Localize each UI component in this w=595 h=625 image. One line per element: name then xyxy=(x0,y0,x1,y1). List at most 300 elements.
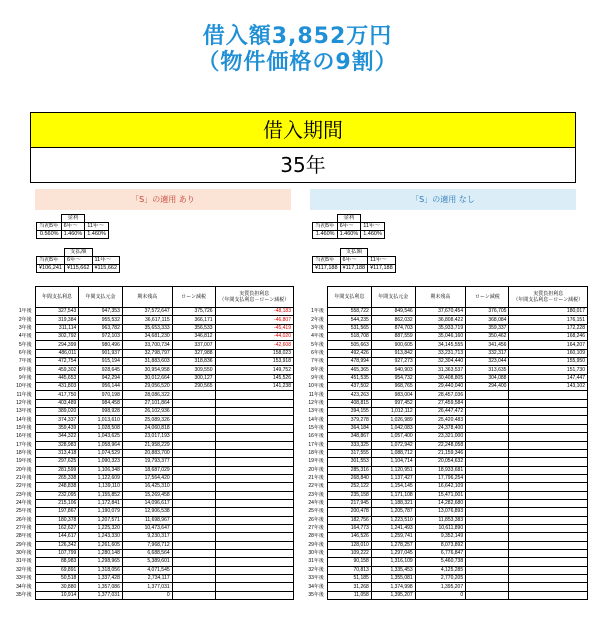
table-cell xyxy=(215,449,293,457)
table-cell xyxy=(509,424,588,432)
pay-col: 6年～ xyxy=(64,257,92,265)
table-cell: 10,473,647 xyxy=(122,524,172,532)
table-cell: 88,983 xyxy=(35,558,79,566)
table-cell: 1,298,965 xyxy=(79,558,123,566)
pay-val: ¥117,188 xyxy=(368,265,396,273)
table-row xyxy=(298,416,588,424)
table-cell: 19,793,377 xyxy=(122,458,172,466)
table-cell: 0 xyxy=(122,591,172,599)
table-cell: 9,352,149 xyxy=(415,533,465,541)
table-cell: 294,400 xyxy=(466,383,509,391)
year-label: 32年後 xyxy=(16,566,32,573)
pay-col: 11年～ xyxy=(368,257,396,265)
table-row xyxy=(6,341,294,349)
table-cell xyxy=(509,583,588,591)
table-row xyxy=(6,541,294,549)
table-row xyxy=(298,466,588,474)
table-cell xyxy=(509,474,588,482)
table-row xyxy=(6,308,294,316)
table-cell xyxy=(466,541,509,549)
table-cell: 997,452 xyxy=(371,399,415,407)
table-cell: 947,353 xyxy=(79,308,123,316)
year-label: 20年後 xyxy=(16,466,32,473)
table-cell xyxy=(466,399,509,407)
table-cell: 531,565 xyxy=(327,324,371,332)
table-row xyxy=(6,358,294,366)
table-cell: -48,183 xyxy=(215,308,293,316)
table-cell xyxy=(466,499,509,507)
table-cell: 1,374,998 xyxy=(371,583,415,591)
table-cell: 341,456 xyxy=(466,341,509,349)
table-cell xyxy=(466,549,509,557)
table-cell xyxy=(466,558,509,566)
year-label: 2年後 xyxy=(311,316,324,323)
table-row xyxy=(6,524,294,532)
pay-col: 6年～ xyxy=(340,257,368,265)
rate-val: 1.460% xyxy=(85,231,109,239)
year-label: 33年後 xyxy=(308,575,324,582)
table-row xyxy=(298,583,588,591)
table-cell: 317,555 xyxy=(327,449,371,457)
table-cell: 1,172,841 xyxy=(79,499,123,507)
table-cell: 1,278,257 xyxy=(371,541,415,549)
table-cell: 423,263 xyxy=(327,391,371,399)
year-label: 26年後 xyxy=(16,516,32,523)
table-cell xyxy=(215,458,293,466)
table-row xyxy=(6,416,294,424)
table-cell: 327,543 xyxy=(35,308,79,316)
title-line-2: （物件価格の9割） xyxy=(197,50,398,75)
table-cell: 408,815 xyxy=(327,399,371,407)
year-label: 8年後 xyxy=(18,366,32,373)
table-cell: 200,478 xyxy=(327,508,371,516)
table-cell: 15,471,001 xyxy=(415,491,465,499)
table-cell: 544,235 xyxy=(327,316,371,324)
table-cell xyxy=(466,449,509,457)
table-cell: 151,730 xyxy=(509,366,588,374)
table-cell xyxy=(509,466,588,474)
year-label: 9年後 xyxy=(311,374,324,381)
table-cell xyxy=(466,566,509,574)
table-cell xyxy=(509,483,588,491)
table-cell: 915,194 xyxy=(79,358,123,366)
table-cell: 33,231,713 xyxy=(415,349,465,357)
year-label: 22年後 xyxy=(16,483,32,490)
table-row xyxy=(298,549,588,557)
table-cell: 180,017 xyxy=(509,308,588,316)
table-cell: 1,057,400 xyxy=(371,433,415,441)
table-cell: 4,125,285 xyxy=(415,566,465,574)
table-row xyxy=(298,458,588,466)
table-cell: 162,627 xyxy=(35,524,79,532)
table-row xyxy=(6,474,294,482)
table-cell: 128,010 xyxy=(327,541,371,549)
period-value: 35年 xyxy=(30,147,576,183)
table-cell xyxy=(509,566,588,574)
table-cell: 7,968,712 xyxy=(122,541,172,549)
table-cell xyxy=(466,491,509,499)
case-a-header: 「S」の適用 あり xyxy=(35,189,291,210)
table-header-row xyxy=(6,287,294,308)
table-cell xyxy=(172,591,215,599)
table-cell: 164,207 xyxy=(509,341,588,349)
table-cell: 364,184 xyxy=(327,424,371,432)
table-cell: 34,145,555 xyxy=(415,341,465,349)
table-cell: 1,154,145 xyxy=(371,483,415,491)
table-cell: -45,419 xyxy=(215,324,293,332)
table-cell xyxy=(509,591,588,599)
case-b-header: 「S」の適用 なし xyxy=(310,189,576,210)
table-cell: 942,294 xyxy=(79,374,123,382)
table-cell: 927,273 xyxy=(371,358,415,366)
table-cell xyxy=(215,433,293,441)
table-cell: 1,241,493 xyxy=(371,524,415,532)
table-cell: 984,458 xyxy=(79,399,123,407)
table-cell: 11,853,383 xyxy=(415,516,465,524)
table-cell xyxy=(172,516,215,524)
year-label: 34年後 xyxy=(16,583,32,590)
table-cell: 403,489 xyxy=(35,399,79,407)
table-cell xyxy=(172,458,215,466)
table-cell: 348,867 xyxy=(327,433,371,441)
table-cell: 1,190,079 xyxy=(79,508,123,516)
table-cell: -46,807 xyxy=(215,316,293,324)
year-label: 28年後 xyxy=(308,533,324,540)
table-cell: 940,903 xyxy=(371,366,415,374)
table-cell: 478,994 xyxy=(327,358,371,366)
table-cell: 180,378 xyxy=(35,516,79,524)
table-cell: 1,395,207 xyxy=(415,583,465,591)
table-cell: 215,106 xyxy=(35,499,79,507)
table-row xyxy=(298,391,588,399)
year-label: 16年後 xyxy=(308,433,324,440)
year-label: 1年後 xyxy=(311,308,324,315)
table-cell: 332,317 xyxy=(466,349,509,357)
year-label: 6年後 xyxy=(311,349,324,356)
table-cell: 350,462 xyxy=(466,333,509,341)
table-cell: 445,653 xyxy=(35,374,79,382)
table-cell: 26,102,936 xyxy=(122,408,172,416)
table-cell: 862,032 xyxy=(371,316,415,324)
table-cell: 928,645 xyxy=(79,366,123,374)
table-cell: 1,139,110 xyxy=(79,483,123,491)
table-cell xyxy=(466,474,509,482)
table-cell: 323,044 xyxy=(466,358,509,366)
column-header: ローン減税 xyxy=(466,287,509,308)
table-cell: 1,012,112 xyxy=(371,408,415,416)
table-row xyxy=(6,424,294,432)
table-cell: 13,076,893 xyxy=(415,508,465,516)
table-cell: 1,155,852 xyxy=(79,491,123,499)
pay-col: 当初5年 xyxy=(313,257,341,265)
table-cell: 34,681,230 xyxy=(122,333,172,341)
table-cell: 1,297,045 xyxy=(371,549,415,557)
rate-val: 1.460% xyxy=(361,231,385,239)
year-label: 30年後 xyxy=(308,550,324,557)
table-cell: 1,377,031 xyxy=(122,583,172,591)
table-cell: 359,439 xyxy=(35,424,79,432)
table-cell: 145,526 xyxy=(215,374,293,382)
table-cell: 31,883,603 xyxy=(122,358,172,366)
table-cell: 168,246 xyxy=(509,333,588,341)
table-cell xyxy=(172,441,215,449)
rate-val: 0.560% xyxy=(37,231,62,239)
table-cell: 18,933,681 xyxy=(415,466,465,474)
year-label: 13年後 xyxy=(308,408,324,415)
rate-val: 1.460% xyxy=(61,231,85,239)
table-cell: 144,617 xyxy=(35,533,79,541)
table-cell xyxy=(215,391,293,399)
table-cell: 5,389,601 xyxy=(122,558,172,566)
table-cell xyxy=(509,458,588,466)
table-cell: 459,302 xyxy=(35,366,79,374)
table-cell: 1,259,741 xyxy=(371,533,415,541)
pay-val: ¥117,188 xyxy=(340,265,368,273)
table-cell: 327,988 xyxy=(172,349,215,357)
table-cell xyxy=(509,533,588,541)
table-cell: 1,205,787 xyxy=(371,508,415,516)
table-cell xyxy=(215,466,293,474)
table-cell: 1,280,148 xyxy=(79,549,123,557)
table-cell: 1,137,427 xyxy=(371,474,415,482)
table-row xyxy=(298,333,588,341)
table-cell: 32,798,797 xyxy=(122,349,172,357)
title-line-1: 借入額3,852万円 xyxy=(202,24,393,49)
year-label: 31年後 xyxy=(308,558,324,565)
table-cell xyxy=(466,524,509,532)
pay-val: ¥117,188 xyxy=(313,265,341,273)
table-cell: 217,945 xyxy=(327,499,371,507)
table-row xyxy=(298,441,588,449)
table-cell: 29,440,040 xyxy=(415,383,465,391)
table-cell xyxy=(172,474,215,482)
payment-label: 支払額 xyxy=(64,249,92,257)
pay-val: ¥115,662 xyxy=(92,265,120,273)
table-row xyxy=(298,399,588,407)
table-cell: 359,337 xyxy=(466,324,509,332)
year-label: 6年後 xyxy=(18,349,32,356)
table-cell: 374,337 xyxy=(35,416,79,424)
table-cell xyxy=(215,575,293,583)
table-cell: 980,496 xyxy=(79,341,123,349)
table-row xyxy=(298,308,588,316)
table-cell xyxy=(215,566,293,574)
year-label: 18年後 xyxy=(16,450,32,457)
table-cell: 1,088,712 xyxy=(371,449,415,457)
year-label: 29年後 xyxy=(16,541,32,548)
table-cell xyxy=(466,424,509,432)
table-cell xyxy=(172,549,215,557)
table-cell xyxy=(509,441,588,449)
year-label: 8年後 xyxy=(311,366,324,373)
table-cell xyxy=(172,558,215,566)
year-label: 25年後 xyxy=(308,508,324,515)
table-cell: 394,155 xyxy=(327,408,371,416)
table-cell: 1,042,083 xyxy=(371,424,415,432)
table-row xyxy=(298,474,588,482)
table-row xyxy=(6,491,294,499)
table-cell: 28,457,036 xyxy=(415,391,465,399)
table-cell: 12,906,538 xyxy=(122,508,172,516)
table-cell: 27,459,584 xyxy=(415,399,465,407)
year-label: 21年後 xyxy=(16,475,32,482)
table-cell xyxy=(172,575,215,583)
column-header: 年間支払元金 xyxy=(371,287,415,308)
table-row xyxy=(6,433,294,441)
table-cell: 1,013,610 xyxy=(79,416,123,424)
table-row xyxy=(298,433,588,441)
table-cell: 1,316,109 xyxy=(371,558,415,566)
column-header xyxy=(298,287,327,308)
table-cell: 14,096,617 xyxy=(122,499,172,507)
table-row xyxy=(6,399,294,407)
table-cell: 313,418 xyxy=(35,449,79,457)
table-cell xyxy=(215,533,293,541)
table-row xyxy=(298,424,588,432)
table-row xyxy=(298,449,588,457)
table-cell xyxy=(466,466,509,474)
year-label: 3年後 xyxy=(311,324,324,331)
table-row xyxy=(298,533,588,541)
table-cell xyxy=(172,483,215,491)
table-cell: 143,102 xyxy=(509,383,588,391)
table-row xyxy=(298,408,588,416)
year-label: 22年後 xyxy=(308,483,324,490)
rate-col: 11年～ xyxy=(361,223,385,231)
table-cell xyxy=(215,424,293,432)
table-cell: 29,056,520 xyxy=(122,383,172,391)
table-cell: 20,883,700 xyxy=(122,449,172,457)
year-label: 24年後 xyxy=(16,500,32,507)
table-cell: 16,425,310 xyxy=(122,483,172,491)
table-cell: 319,384 xyxy=(35,316,79,324)
table-cell: 1,106,348 xyxy=(79,466,123,474)
table-row xyxy=(298,524,588,532)
table-cell: 25,089,326 xyxy=(122,416,172,424)
table-cell: 6,776,847 xyxy=(415,549,465,557)
table-cell: 16,642,109 xyxy=(415,483,465,491)
year-label: 4年後 xyxy=(18,333,32,340)
table-cell: 955,532 xyxy=(79,316,123,324)
table-cell xyxy=(172,583,215,591)
table-cell: 913,842 xyxy=(371,349,415,357)
table-cell: 6,688,564 xyxy=(122,549,172,557)
table-row xyxy=(6,408,294,416)
table-cell xyxy=(215,541,293,549)
table-cell: 5,460,738 xyxy=(415,558,465,566)
table-cell: 2,770,205 xyxy=(415,575,465,583)
column-header: 年間支払利息 xyxy=(35,287,79,308)
table-cell: 50,518 xyxy=(35,575,79,583)
table-cell xyxy=(215,474,293,482)
table-cell: 956,144 xyxy=(79,383,123,391)
table-cell xyxy=(466,533,509,541)
table-cell xyxy=(509,524,588,532)
table-cell: 346,812 xyxy=(172,333,215,341)
table-cell: 30,880 xyxy=(35,583,79,591)
year-label: 11年後 xyxy=(308,391,324,398)
table-cell: 1,223,510 xyxy=(371,516,415,524)
case-a-rate-table xyxy=(36,214,109,239)
table-cell: 20,054,632 xyxy=(415,458,465,466)
table-row xyxy=(6,499,294,507)
table-cell: 69,891 xyxy=(35,566,79,574)
table-cell: 1,188,321 xyxy=(371,499,415,507)
table-cell xyxy=(215,399,293,407)
column-header: 年間支払元金 xyxy=(79,287,123,308)
year-label: 27年後 xyxy=(308,525,324,532)
table-cell: 968,765 xyxy=(371,383,415,391)
table-cell: 30,408,805 xyxy=(415,374,465,382)
rate-col: 当初5年 xyxy=(313,223,338,231)
table-cell: 356,533 xyxy=(172,324,215,332)
table-cell xyxy=(172,466,215,474)
table-cell: 36,617,115 xyxy=(122,316,172,324)
table-cell: 1,074,529 xyxy=(79,449,123,457)
table-cell: 301,553 xyxy=(327,458,371,466)
column-header: 期末残高 xyxy=(415,287,465,308)
table-cell xyxy=(215,549,293,557)
year-label: 4年後 xyxy=(311,333,324,340)
table-row xyxy=(298,491,588,499)
table-row xyxy=(6,374,294,382)
table-cell: 1,261,605 xyxy=(79,541,123,549)
table-cell xyxy=(466,591,509,599)
table-cell xyxy=(509,408,588,416)
table-cell: 492,426 xyxy=(327,349,371,357)
table-row xyxy=(298,358,588,366)
table-cell: 164,773 xyxy=(327,524,371,532)
year-label: 5年後 xyxy=(311,341,324,348)
table-cell xyxy=(172,449,215,457)
year-label: 16年後 xyxy=(16,433,32,440)
table-row xyxy=(6,516,294,524)
case-a-schedule-table xyxy=(6,286,294,600)
year-label: 14年後 xyxy=(308,416,324,423)
payment-label: 支払額 xyxy=(340,249,368,257)
table-cell: 1,028,508 xyxy=(79,424,123,432)
table-cell: 313,635 xyxy=(466,366,509,374)
table-cell: 472,754 xyxy=(35,358,79,366)
table-row xyxy=(6,449,294,457)
year-label: 3年後 xyxy=(18,324,32,331)
table-cell: 465,365 xyxy=(327,366,371,374)
table-cell: 389,020 xyxy=(35,408,79,416)
table-cell xyxy=(172,524,215,532)
table-cell: 25,420,483 xyxy=(415,416,465,424)
table-cell: 1,377,031 xyxy=(79,591,123,599)
year-label: 24年後 xyxy=(308,500,324,507)
table-cell: 24,378,400 xyxy=(415,424,465,432)
table-cell: 51,185 xyxy=(327,575,371,583)
table-cell: 146,526 xyxy=(327,533,371,541)
table-cell: 302,792 xyxy=(35,333,79,341)
column-header: ローン減税 xyxy=(172,287,215,308)
table-cell xyxy=(215,508,293,516)
table-row xyxy=(6,324,294,332)
table-row xyxy=(298,366,588,374)
table-cell: 70,813 xyxy=(327,566,371,574)
table-cell: 141,238 xyxy=(215,383,293,391)
year-label: 23年後 xyxy=(308,491,324,498)
table-cell: 36,808,422 xyxy=(415,316,465,324)
table-cell: 109,222 xyxy=(327,549,371,557)
table-cell: 1,072,942 xyxy=(371,441,415,449)
table-cell: 35,046,160 xyxy=(415,333,465,341)
table-cell xyxy=(172,433,215,441)
table-cell: 31,268 xyxy=(327,583,371,591)
table-row xyxy=(298,316,588,324)
